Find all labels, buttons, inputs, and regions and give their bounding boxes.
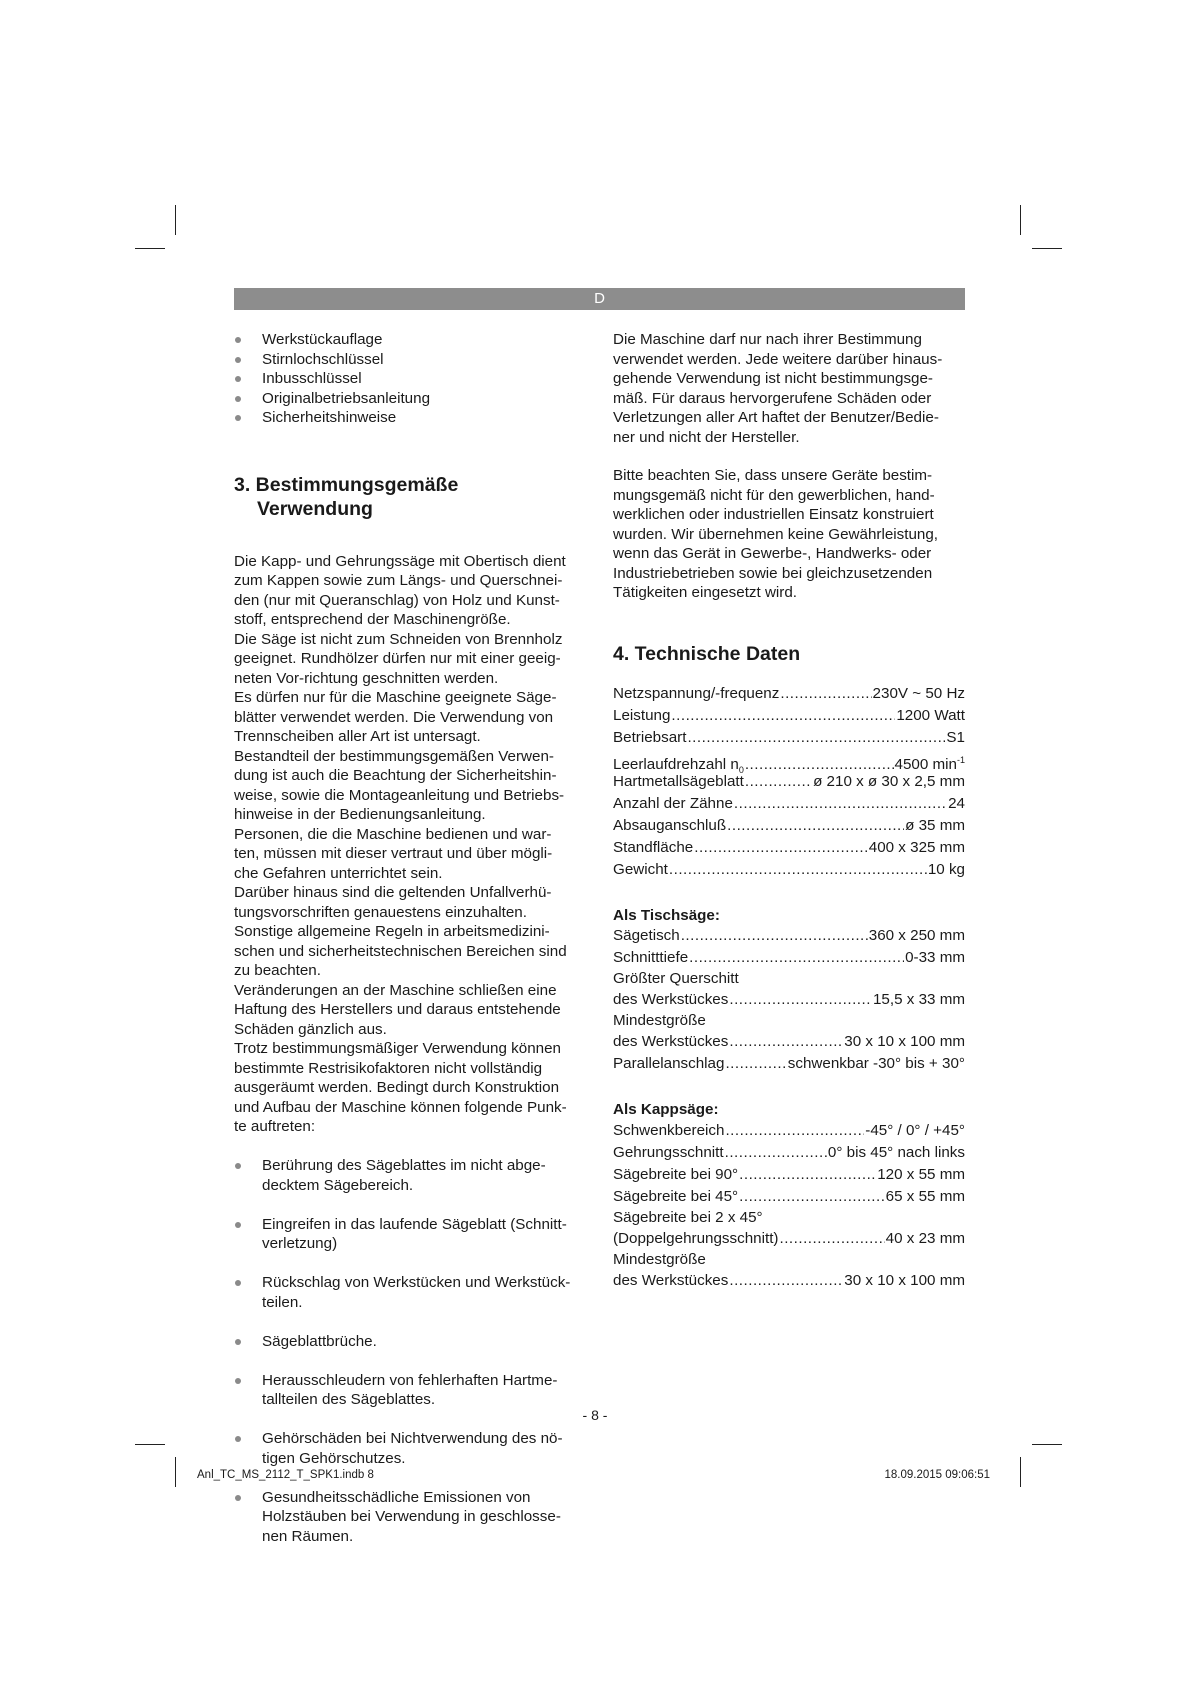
print-timestamp: 18.09.2015 09:06:51 [884,1469,990,1481]
spec-row: Anzahl der Zähne ..... 24 [613,793,965,815]
spec-row: Leerlaufdrehzahl $n_0$ ..... 4500 $\min^{-1}$ [613,749,965,771]
chop-saw-specs [613,1120,965,1292]
spec-row: Gewicht ..... 10 kg [613,859,965,881]
spec-row-label: Größter Querschitt [613,970,739,987]
list-item: Berührung des Sägeblattes im nicht abge- decktem Sägebereich. [234,1156,586,1195]
spec-row: Schwenkbereich ..... -45° / 0° / +45° [613,1120,965,1142]
accessory-list [234,330,586,428]
list-item: Rückschlag von Werkstücken und Werkstück- teilen. [234,1273,586,1312]
spec-row: des Werkstückes ..... 30 x 10 x 100 mm [613,1270,965,1292]
spec-row: des Werkstückes ..... 15,5 x 33 mm [613,989,965,1011]
list-item: Eingreifen in das laufende Sägeblatt (Schnitt- verletzung) [234,1215,586,1254]
bullet-icon [235,1280,241,1286]
spec-row: des Werkstückes ..... 30 x 10 x 100 mm [613,1031,965,1053]
language-header-bar [234,288,965,310]
section-4-heading: 4. Technische Daten [613,642,801,665]
crop-mark [1032,248,1062,249]
list-item: Sägeblattbrüche. [234,1332,586,1352]
list-item: Werkstückauflage [234,330,586,350]
file-name: Anl_TC_MS_2112_T_SPK1.indb 8 [197,1469,374,1481]
crop-mark [135,1444,165,1445]
spec-row: Sägetisch ..... 360 x 250 mm [613,925,965,947]
crop-mark [175,205,176,235]
risk-list [234,1137,586,1566]
spec-row: Standfläche ..... 400 x 325 mm [613,837,965,859]
page-number: - 8 - [582,1407,608,1423]
spec-row: Sägebreite bei 45° ..... 65 x 55 mm [613,1186,965,1208]
usage-paragraph: Die Maschine darf nur nach ihrer Bestimmung verwendet werden. Jede weitere darüber hinaus- gehende Verwendung ist nicht bestimmungsge- mäß. Für daraus hervorgerufene Schäden oder Verletzungen aller Art haftet der Benutzer/Bedie- ner und nicht der Hersteller. [613,331,943,446]
spec-row: Sägebreite bei 90° ..... 120 x 55 mm [613,1164,965,1186]
spec-row: Hartmetallsägeblatt ..... ø 210 x ø 30 x 2,5 mm [613,771,965,793]
spec-row: Parallelanschlag ..... schwenkbar -30° bis + 30° [613,1053,965,1075]
spec-row: Absauganschluß ..... ø 35 mm [613,815,965,837]
bullet-icon [235,1378,241,1384]
spec-row-label: Mindestgröße [613,1250,706,1268]
list-item: Gesundheitsschädliche Emissionen von Holzstäuben bei Verwendung in geschlosse- nen Räumen. [234,1488,586,1547]
chop-saw-heading: Als Kappsäge: [613,1101,719,1118]
left-column [234,330,586,1566]
bullet-icon [235,415,241,421]
bullet-icon [235,1436,241,1442]
spec-row-label: Sägebreite bei 2 x 45° [613,1208,763,1226]
section-3-body: Die Kapp- und Gehrungssäge mit Obertisch dient zum Kappen sowie zum Längs- und Querschnei- den (nur mit Queranschlag) von Holz und Kunst- stoff, entsprechend der Maschinengröße. Die Säge ist nicht zum Schneiden von Brennholz geeignet. Rundhölzer dürfen nur mit einer geeig- neten Vor-richtung geschnitten werden. Es dürfen nur für die Maschine geeignete Säge- blätter verwendet werden. Die Verwendung von Trennscheiben aller Art ist untersagt. Bestandteil der bestimmungsgemäßen Verwen- dung ist auch die Beachtung der Sicherheitshin- weise, sowie die Montageanleitung und Betriebs- hinweise in der Bedienungsanleitung. Personen, die die Maschine bedienen und war- ten, müssen mit dieser vertraut und über mögli- che Gefahren unterrichtet sein. Darüber hinaus sind die geltenden Unfallverhü- tungsvorschriften genauestens einzuhalten. Sonstige allgemeine Regeln in arbeitsmedizini- schen und sicherheitstechnischen Bereichen sind zu beachten. Veränderungen an der Maschine schließen eine Haftung des Herstellers und daraus entstehende Schäden gänzlich aus. Trotz bestimmungsmäßiger Verwendung können bestimmte Restrisikofaktoren nicht vollständig ausgeräumt werden. Bedingt durch Konstruktion und Aufbau der Maschine können folgende Punk- te auftreten: [234,552,567,1135]
table-saw-heading: Als Tischsäge: [613,906,720,924]
crop-mark [1032,1444,1062,1445]
crop-mark [135,248,165,249]
list-item: Stirnlochschlüssel [234,350,586,370]
list-item: Sicherheitshinweise [234,408,586,428]
list-item: Herausschleudern von fehlerhaften Hartme- tallteilen des Sägeblattes. [234,1371,586,1410]
bullet-icon [235,1163,241,1169]
section-3-heading: 3. Bestimmungsgemäße Verwendung [234,473,459,520]
bullet-icon [235,337,241,343]
bullet-icon [235,1339,241,1345]
spec-row: Schnitttiefe ..... 0-33 mm [613,947,965,969]
right-column [613,330,965,1292]
crop-mark [1020,205,1021,235]
table-saw-specs [613,925,965,1075]
list-item: Originalbetriebsanleitung [234,389,586,409]
crop-mark [175,1457,176,1487]
spec-row: Netzspannung/-frequenz ..... 230V ~ 50 Hz [613,683,965,705]
language-label: D [594,290,605,307]
crop-mark [1020,1457,1021,1487]
bullet-icon [235,376,241,382]
list-item: Inbusschlüssel [234,369,586,389]
bullet-icon [235,357,241,363]
spec-table [613,683,965,881]
bullet-icon [235,1495,241,1501]
bullet-icon [235,1222,241,1228]
bullet-icon [235,396,241,402]
warranty-paragraph: Bitte beachten Sie, dass unsere Geräte bestim- mungsgemäß nicht für den gewerblichen, hand- werklichen oder industriellen Einsatz konstruiert wurden. Wir übernehmen keine Gewährleistung, wenn das Gerät in Gewerbe-, Handwerks- oder Industriebetrieben sowie bei gleichzusetzenden Tätigkeiten eingesetzt wird. [613,467,939,601]
spec-row-label: Mindestgröße [613,1012,706,1029]
spec-row: Betriebsart ..... S1 [613,727,965,749]
spec-row: Gehrungsschnitt ..... 0° bis 45° nach links [613,1142,965,1164]
list-item: Gehörschäden bei Nichtverwendung des nö- tigen Gehörschutzes. [234,1429,586,1468]
spec-row: Leistung ..... 1200 Watt [613,705,965,727]
spec-row: (Doppelgehrungsschnitt) ..... 40 x 23 mm [613,1228,965,1250]
